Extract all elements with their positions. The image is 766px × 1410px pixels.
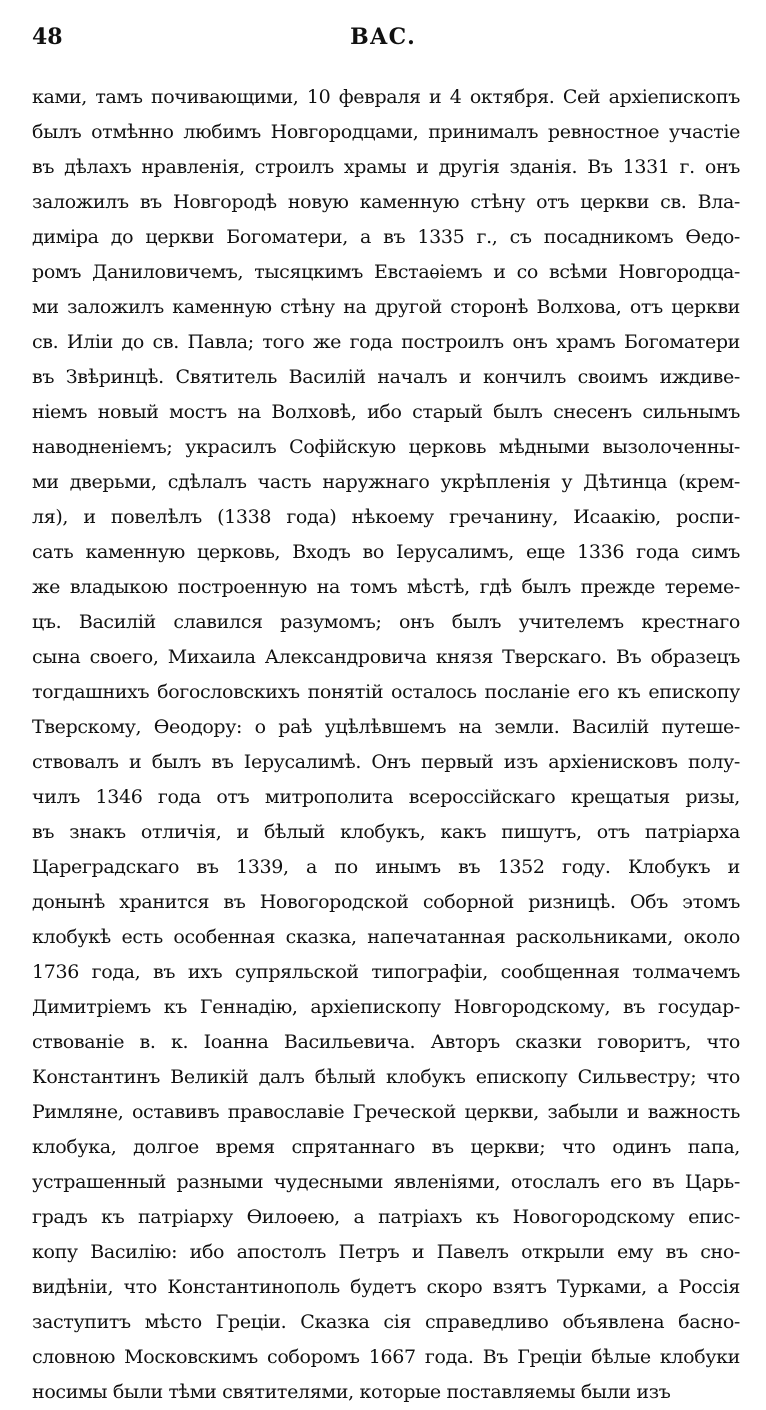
text-line: Цареградскаго въ 1339, а по инымъ въ 1352 году. Клобукъ и [32,856,740,878]
text-line: градъ къ патріарху Ѳилоѳею, а патріахъ къ Новогородскому епис- [32,1206,740,1228]
text-line: донынѣ хранится въ Новогородской соборной ризницѣ. Объ этомъ [32,891,740,913]
text-line: ля), и повелѣлъ (1338 года) нѣкоему гречанину, Исаакію, роспи- [32,506,740,528]
text-line: сать каменную церковь, Входъ во Іерусалимъ, еще 1336 года симъ [32,541,740,563]
text-line: 1736 года, въ ихъ супряльской типографіи, сообщенная толмачемъ [32,961,740,983]
text-line: устрашенный разными чудесными явленіями, отослалъ его въ Царь- [32,1171,740,1193]
text-line: въ дѣлахъ нравленія, строилъ храмы и другія зданія. Въ 1331 г. онъ [32,156,740,178]
text-line: клобукѣ есть особенная сказка, напечатанная раскольниками, около [32,926,740,948]
text-line: ми заложилъ каменную стѣну на другой сторонѣ Волхова, отъ церкви [32,296,740,318]
text-line: сына своего, Михаила Александровича князя Тверскаго. Въ образецъ [32,646,740,668]
body-text [32,80,740,1410]
text-line: Римляне, оставивъ православіе Греческой церкви, забыли и важность [32,1101,740,1123]
text-line: ствованіе в. к. Іоанна Васильевича. Авторъ сказки говоритъ, что [32,1031,740,1053]
text-line: былъ отмѣнно любимъ Новгородцами, принималъ ревностное участіе [32,121,740,143]
text-line: заложилъ въ Новгородѣ новую каменную стѣну отъ церкви св. Вла- [32,191,740,213]
text-line: копу Василію: ибо апостолъ Петръ и Павелъ открыли ему въ сно- [32,1241,740,1263]
text-line: Димитріемъ къ Геннадію, архіепископу Новгородскому, въ государ- [32,996,740,1018]
text-line: носимы были тѣми святителями, которые поставляемы были изъ [32,1381,671,1403]
text-line: св. Иліи до св. Павла; того же года построилъ онъ храмъ Богоматери [32,331,740,353]
text-line: же владыкою построенную на томъ мѣстѣ, гдѣ былъ прежде тереме- [32,576,740,598]
running-head: ВАС. [350,24,416,50]
text-line: Константинъ Великій далъ бѣлый клобукъ епископу Сильвестру; что [32,1066,740,1088]
text-line: заступитъ мѣсто Греціи. Сказка сія справедливо объявлена басно- [32,1311,740,1333]
text-line: словною Московскимъ соборомъ 1667 года. Въ Греціи бѣлые клобуки [32,1346,740,1368]
text-line: наводненіемъ; украсилъ Софійскую церковь мѣдными вызолоченны- [32,436,740,458]
text-line: видѣніи, что Константинополь будетъ скоро взятъ Турками, а Россія [32,1276,740,1298]
text-line: въ Звѣринцѣ. Святитель Василій началъ и кончилъ своимъ иждиве- [32,366,740,388]
page-header [32,24,734,64]
text-line: тогдашнихъ богословскихъ понятій осталось посланіе его къ епископу [32,681,740,703]
text-line: ромъ Даниловичемъ, тысяцкимъ Евстаѳіемъ и со всѣми Новгородца- [32,261,740,283]
text-line: ми дверьми, сдѣлалъ часть наружнаго укрѣпленія у Дѣтинца (крем- [32,471,740,493]
text-line: Тверскому, Ѳеодору: о раѣ уцѣлѣвшемъ на земли. Василій путеше- [32,716,740,738]
page-number: 48 [32,24,63,50]
text-line: чилъ 1346 года отъ митрополита всероссійскаго крещатыя ризы, [32,786,740,808]
text-line: въ знакъ отличія, и бѣлый клобукъ, какъ пишутъ, отъ патріарха [32,821,740,843]
text-line: ствовалъ и былъ въ Іерусалимѣ. Онъ первый изъ архіенисковъ полу- [32,751,740,773]
text-line: ками, тамъ почивающими, 10 февраля и 4 октября. Сей архіепископъ [32,86,740,108]
text-line: ніемъ новый мостъ на Волховѣ, ибо старый былъ снесенъ сильнымъ [32,401,740,423]
text-line: цъ. Василій славился разумомъ; онъ былъ учителемъ крестнаго [32,611,740,633]
text-line: клобука, долгое время спрятаннаго въ церкви; что одинъ папа, [32,1136,740,1158]
text-line: диміра до церкви Богоматери, а въ 1335 г., съ посадникомъ Ѳедо- [32,226,740,248]
